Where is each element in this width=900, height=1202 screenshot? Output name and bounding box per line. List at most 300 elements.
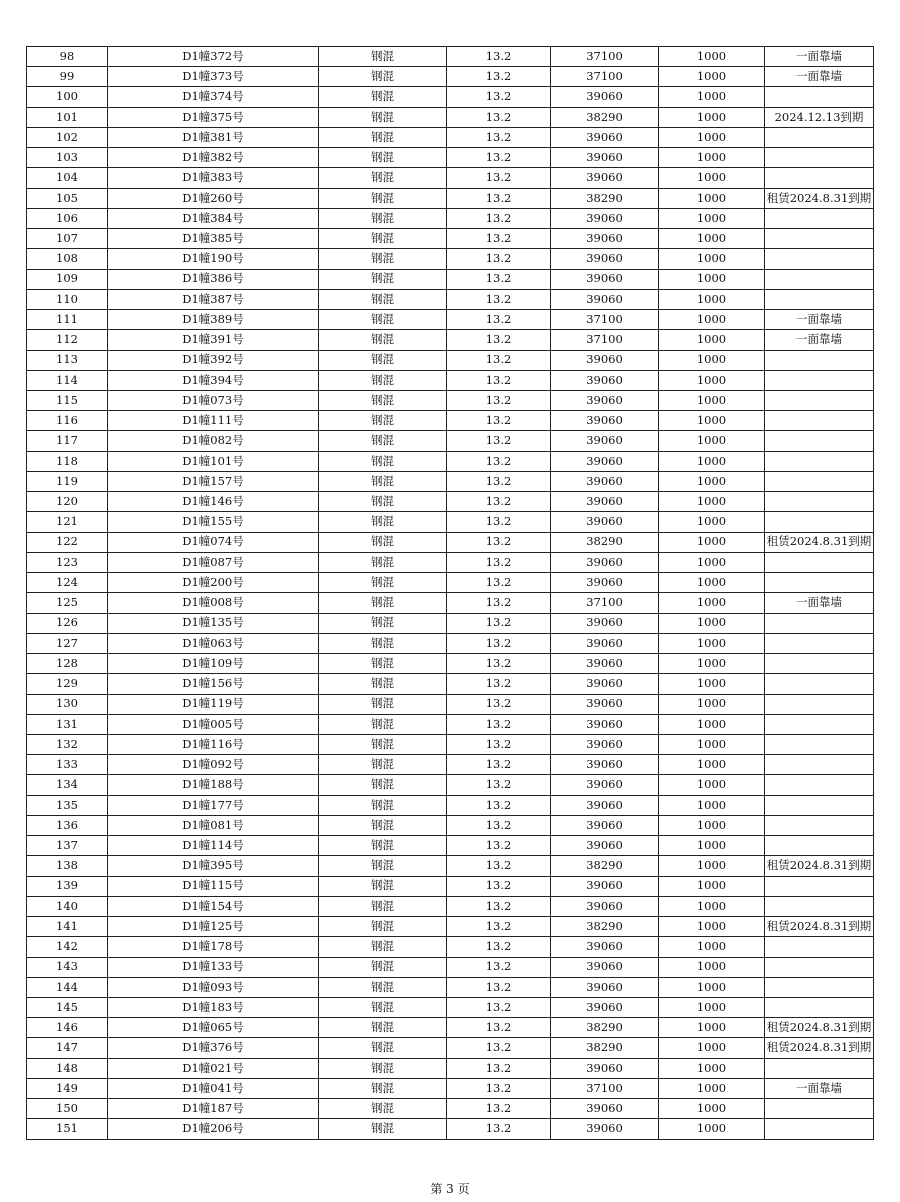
table-row [27, 1119, 874, 1139]
table-cell-area: 13.2 [447, 775, 551, 795]
table-cell-price: 39060 [551, 1119, 659, 1139]
table-row [27, 1018, 874, 1038]
table-cell-area: 13.2 [447, 350, 551, 370]
table-cell-seq: 103 [27, 148, 108, 168]
table-cell-note [765, 613, 874, 633]
table-cell-deposit: 1000 [659, 593, 765, 613]
table-cell-price: 38290 [551, 917, 659, 937]
table-cell-seq: 140 [27, 896, 108, 916]
table-cell-price: 38290 [551, 107, 659, 127]
table-cell-seq: 124 [27, 573, 108, 593]
table-cell-area: 13.2 [447, 1119, 551, 1139]
table-cell-deposit: 1000 [659, 836, 765, 856]
table-row [27, 532, 874, 552]
table-cell-area: 13.2 [447, 168, 551, 188]
table-cell-structure: 钢混 [319, 229, 447, 249]
table-cell-deposit: 1000 [659, 654, 765, 674]
table-cell-structure: 钢混 [319, 552, 447, 572]
table-cell-seq: 102 [27, 127, 108, 147]
table-cell-unit: D1幢391号 [108, 330, 319, 350]
table-row [27, 654, 874, 674]
table-cell-structure: 钢混 [319, 815, 447, 835]
table-cell-structure: 钢混 [319, 512, 447, 532]
table-cell-seq: 128 [27, 654, 108, 674]
table-cell-deposit: 1000 [659, 370, 765, 390]
table-row [27, 917, 874, 937]
table-cell-structure: 钢混 [319, 795, 447, 815]
table-cell-unit: D1幢133号 [108, 957, 319, 977]
table-cell-deposit: 1000 [659, 633, 765, 653]
table-cell-area: 13.2 [447, 856, 551, 876]
table-row [27, 876, 874, 896]
table-cell-note: 租赁2024.8.31到期 [765, 917, 874, 937]
table-cell-price: 38290 [551, 532, 659, 552]
table-cell-seq: 125 [27, 593, 108, 613]
table-cell-deposit: 1000 [659, 532, 765, 552]
table-cell-note [765, 937, 874, 957]
table-cell-unit: D1幢375号 [108, 107, 319, 127]
table-cell-seq: 135 [27, 795, 108, 815]
table-cell-deposit: 1000 [659, 127, 765, 147]
table-cell-price: 39060 [551, 937, 659, 957]
table-row [27, 127, 874, 147]
table-cell-unit: D1幢082号 [108, 431, 319, 451]
table-cell-deposit: 1000 [659, 896, 765, 916]
table-cell-structure: 钢混 [319, 350, 447, 370]
table-cell-area: 13.2 [447, 148, 551, 168]
table-cell-area: 13.2 [447, 249, 551, 269]
table-cell-note [765, 815, 874, 835]
table-cell-structure: 钢混 [319, 957, 447, 977]
table-row [27, 552, 874, 572]
table-row [27, 47, 874, 67]
table-cell-structure: 钢混 [319, 654, 447, 674]
table-cell-price: 39060 [551, 998, 659, 1018]
table-cell-price: 39060 [551, 552, 659, 572]
table-row [27, 714, 874, 734]
table-cell-seq: 137 [27, 836, 108, 856]
table-cell-seq: 116 [27, 411, 108, 431]
table-cell-area: 13.2 [447, 694, 551, 714]
table-cell-deposit: 1000 [659, 1078, 765, 1098]
table-cell-note [765, 694, 874, 714]
table-cell-price: 39060 [551, 269, 659, 289]
table-cell-area: 13.2 [447, 593, 551, 613]
table-cell-deposit: 1000 [659, 148, 765, 168]
table-row [27, 573, 874, 593]
table-row [27, 492, 874, 512]
table-cell-deposit: 1000 [659, 87, 765, 107]
table-cell-deposit: 1000 [659, 249, 765, 269]
table-cell-seq: 151 [27, 1119, 108, 1139]
table-cell-structure: 钢混 [319, 208, 447, 228]
table-row [27, 87, 874, 107]
table-cell-deposit: 1000 [659, 998, 765, 1018]
table-cell-note [765, 431, 874, 451]
table-cell-deposit: 1000 [659, 573, 765, 593]
table-cell-note [765, 350, 874, 370]
table-cell-unit: D1幢115号 [108, 876, 319, 896]
table-cell-deposit: 1000 [659, 47, 765, 67]
table-cell-price: 39060 [551, 836, 659, 856]
table-cell-structure: 钢混 [319, 310, 447, 330]
table-row [27, 755, 874, 775]
table-cell-seq: 139 [27, 876, 108, 896]
table-cell-structure: 钢混 [319, 1099, 447, 1119]
table-cell-area: 13.2 [447, 613, 551, 633]
table-cell-price: 39060 [551, 573, 659, 593]
table-cell-price: 39060 [551, 208, 659, 228]
table-cell-seq: 121 [27, 512, 108, 532]
table-cell-area: 13.2 [447, 532, 551, 552]
table-cell-area: 13.2 [447, 512, 551, 532]
table-row [27, 674, 874, 694]
table-cell-area: 13.2 [447, 734, 551, 754]
table-cell-seq: 115 [27, 390, 108, 410]
table-cell-structure: 钢混 [319, 127, 447, 147]
table-cell-deposit: 1000 [659, 917, 765, 937]
table-cell-structure: 钢混 [319, 674, 447, 694]
table-cell-note: 租赁2024.8.31到期 [765, 856, 874, 876]
table-cell-unit: D1幢177号 [108, 795, 319, 815]
table-cell-structure: 钢混 [319, 917, 447, 937]
table-row [27, 775, 874, 795]
table-cell-seq: 131 [27, 714, 108, 734]
table-cell-unit: D1幢381号 [108, 127, 319, 147]
table-cell-unit: D1幢092号 [108, 755, 319, 775]
table-cell-price: 39060 [551, 471, 659, 491]
table-row [27, 937, 874, 957]
table-cell-note [765, 390, 874, 410]
table-cell-note: 一面靠墙 [765, 593, 874, 613]
table-row [27, 107, 874, 127]
table-cell-seq: 138 [27, 856, 108, 876]
table-cell-unit: D1幢008号 [108, 593, 319, 613]
table-cell-price: 39060 [551, 289, 659, 309]
table-cell-unit: D1幢155号 [108, 512, 319, 532]
table-row [27, 512, 874, 532]
table-cell-area: 13.2 [447, 289, 551, 309]
table-cell-unit: D1幢074号 [108, 532, 319, 552]
table-cell-unit: D1幢157号 [108, 471, 319, 491]
table-cell-seq: 148 [27, 1058, 108, 1078]
table-cell-deposit: 1000 [659, 694, 765, 714]
table-cell-deposit: 1000 [659, 67, 765, 87]
table-cell-structure: 钢混 [319, 755, 447, 775]
table-cell-area: 13.2 [447, 1018, 551, 1038]
table-cell-deposit: 1000 [659, 289, 765, 309]
table-cell-price: 39060 [551, 694, 659, 714]
table-cell-seq: 149 [27, 1078, 108, 1098]
table-cell-area: 13.2 [447, 896, 551, 916]
table-cell-structure: 钢混 [319, 249, 447, 269]
table-cell-structure: 钢混 [319, 330, 447, 350]
table-cell-seq: 112 [27, 330, 108, 350]
table-cell-note [765, 471, 874, 491]
table-row [27, 249, 874, 269]
table-cell-area: 13.2 [447, 471, 551, 491]
table-cell-seq: 119 [27, 471, 108, 491]
table-cell-seq: 101 [27, 107, 108, 127]
table-cell-unit: D1幢111号 [108, 411, 319, 431]
table-cell-note [765, 492, 874, 512]
table-cell-structure: 钢混 [319, 856, 447, 876]
table-cell-unit: D1幢178号 [108, 937, 319, 957]
table-cell-area: 13.2 [447, 492, 551, 512]
table-cell-deposit: 1000 [659, 795, 765, 815]
table-cell-structure: 钢混 [319, 734, 447, 754]
table-cell-structure: 钢混 [319, 107, 447, 127]
table-row [27, 957, 874, 977]
table-cell-unit: D1幢093号 [108, 977, 319, 997]
table-cell-structure: 钢混 [319, 998, 447, 1018]
table-body [27, 47, 874, 1140]
table-cell-seq: 120 [27, 492, 108, 512]
table-cell-area: 13.2 [447, 674, 551, 694]
table-row [27, 431, 874, 451]
table-cell-seq: 142 [27, 937, 108, 957]
table-cell-seq: 136 [27, 815, 108, 835]
table-row [27, 471, 874, 491]
table-cell-deposit: 1000 [659, 1038, 765, 1058]
table-cell-seq: 100 [27, 87, 108, 107]
table-cell-note: 租赁2024.8.31到期 [765, 188, 874, 208]
table-cell-seq: 117 [27, 431, 108, 451]
table-cell-structure: 钢混 [319, 896, 447, 916]
table-row [27, 370, 874, 390]
table-cell-note [765, 977, 874, 997]
table-cell-deposit: 1000 [659, 775, 765, 795]
table-cell-price: 37100 [551, 330, 659, 350]
table-cell-unit: D1幢374号 [108, 87, 319, 107]
table-cell-deposit: 1000 [659, 755, 765, 775]
table-cell-price: 39060 [551, 350, 659, 370]
table-cell-price: 39060 [551, 249, 659, 269]
table-cell-area: 13.2 [447, 917, 551, 937]
table-cell-deposit: 1000 [659, 107, 765, 127]
table-cell-price: 39060 [551, 492, 659, 512]
table-cell-area: 13.2 [447, 1099, 551, 1119]
table-cell-note [765, 552, 874, 572]
table-cell-seq: 113 [27, 350, 108, 370]
listing-table [26, 46, 874, 1140]
table-cell-price: 38290 [551, 188, 659, 208]
table-cell-seq: 114 [27, 370, 108, 390]
table-cell-price: 39060 [551, 411, 659, 431]
table-cell-note [765, 411, 874, 431]
table-cell-structure: 钢混 [319, 573, 447, 593]
table-cell-price: 39060 [551, 168, 659, 188]
table-cell-deposit: 1000 [659, 512, 765, 532]
table-row [27, 896, 874, 916]
table-cell-structure: 钢混 [319, 188, 447, 208]
table-cell-structure: 钢混 [319, 87, 447, 107]
table-cell-seq: 99 [27, 67, 108, 87]
table-cell-area: 13.2 [447, 229, 551, 249]
table-cell-structure: 钢混 [319, 67, 447, 87]
table-cell-structure: 钢混 [319, 633, 447, 653]
table-cell-price: 39060 [551, 977, 659, 997]
table-cell-area: 13.2 [447, 795, 551, 815]
table-cell-price: 39060 [551, 613, 659, 633]
table-cell-unit: D1幢065号 [108, 1018, 319, 1038]
table-cell-price: 39060 [551, 815, 659, 835]
table-cell-unit: D1幢383号 [108, 168, 319, 188]
table-cell-note [765, 957, 874, 977]
table-cell-seq: 122 [27, 532, 108, 552]
table-cell-note [765, 148, 874, 168]
table-cell-structure: 钢混 [319, 289, 447, 309]
table-cell-structure: 钢混 [319, 937, 447, 957]
table-cell-seq: 146 [27, 1018, 108, 1038]
table-cell-structure: 钢混 [319, 1058, 447, 1078]
table-cell-area: 13.2 [447, 330, 551, 350]
table-cell-price: 37100 [551, 310, 659, 330]
table-cell-unit: D1幢114号 [108, 836, 319, 856]
table-cell-note [765, 775, 874, 795]
table-cell-area: 13.2 [447, 755, 551, 775]
table-cell-seq: 104 [27, 168, 108, 188]
table-cell-note: 一面靠墙 [765, 47, 874, 67]
table-row [27, 1078, 874, 1098]
table-cell-seq: 130 [27, 694, 108, 714]
table-cell-structure: 钢混 [319, 451, 447, 471]
table-cell-unit: D1幢081号 [108, 815, 319, 835]
table-row [27, 208, 874, 228]
table-cell-area: 13.2 [447, 937, 551, 957]
table-cell-deposit: 1000 [659, 815, 765, 835]
table-cell-note [765, 876, 874, 896]
table-row [27, 330, 874, 350]
table-cell-deposit: 1000 [659, 330, 765, 350]
table-cell-area: 13.2 [447, 431, 551, 451]
table-cell-note [765, 168, 874, 188]
table-cell-price: 39060 [551, 451, 659, 471]
table-cell-unit: D1幢101号 [108, 451, 319, 471]
table-cell-price: 39060 [551, 431, 659, 451]
table-cell-price: 39060 [551, 674, 659, 694]
table-cell-seq: 129 [27, 674, 108, 694]
table-cell-price: 39060 [551, 1058, 659, 1078]
table-cell-seq: 126 [27, 613, 108, 633]
table-cell-area: 13.2 [447, 269, 551, 289]
table-cell-unit: D1幢395号 [108, 856, 319, 876]
table-cell-unit: D1幢188号 [108, 775, 319, 795]
table-cell-price: 39060 [551, 633, 659, 653]
table-cell-deposit: 1000 [659, 229, 765, 249]
table-row [27, 977, 874, 997]
table-cell-area: 13.2 [447, 836, 551, 856]
table-row [27, 310, 874, 330]
table-row [27, 451, 874, 471]
table-cell-seq: 143 [27, 957, 108, 977]
table-cell-note [765, 998, 874, 1018]
table-cell-deposit: 1000 [659, 734, 765, 754]
table-cell-area: 13.2 [447, 1038, 551, 1058]
table-cell-note [765, 1119, 874, 1139]
table-cell-price: 38290 [551, 856, 659, 876]
table-row [27, 1038, 874, 1058]
table-cell-unit: D1幢087号 [108, 552, 319, 572]
table-cell-structure: 钢混 [319, 694, 447, 714]
table-cell-seq: 118 [27, 451, 108, 471]
table-cell-structure: 钢混 [319, 1078, 447, 1098]
table-cell-structure: 钢混 [319, 876, 447, 896]
table-cell-unit: D1幢005号 [108, 714, 319, 734]
table-cell-area: 13.2 [447, 370, 551, 390]
table-cell-area: 13.2 [447, 815, 551, 835]
table-cell-price: 37100 [551, 593, 659, 613]
table-cell-area: 13.2 [447, 714, 551, 734]
table-cell-deposit: 1000 [659, 674, 765, 694]
table-cell-structure: 钢混 [319, 370, 447, 390]
table-cell-unit: D1幢187号 [108, 1099, 319, 1119]
table-row [27, 411, 874, 431]
table-cell-structure: 钢混 [319, 836, 447, 856]
table-cell-unit: D1幢063号 [108, 633, 319, 653]
table-cell-deposit: 1000 [659, 714, 765, 734]
table-cell-area: 13.2 [447, 47, 551, 67]
table-row [27, 188, 874, 208]
table-cell-structure: 钢混 [319, 977, 447, 997]
table-cell-unit: D1幢389号 [108, 310, 319, 330]
table-cell-note [765, 1099, 874, 1119]
table-cell-unit: D1幢385号 [108, 229, 319, 249]
table-cell-unit: D1幢392号 [108, 350, 319, 370]
table-cell-note: 租赁2024.8.31到期 [765, 1018, 874, 1038]
table-cell-deposit: 1000 [659, 208, 765, 228]
table-cell-structure: 钢混 [319, 1018, 447, 1038]
table-row [27, 694, 874, 714]
table-cell-price: 38290 [551, 1018, 659, 1038]
table-cell-unit: D1幢073号 [108, 390, 319, 410]
table-cell-note [765, 633, 874, 653]
table-cell-price: 39060 [551, 714, 659, 734]
table-cell-seq: 109 [27, 269, 108, 289]
table-cell-price: 39060 [551, 87, 659, 107]
table-cell-deposit: 1000 [659, 492, 765, 512]
table-cell-structure: 钢混 [319, 613, 447, 633]
table-cell-seq: 141 [27, 917, 108, 937]
table-cell-seq: 106 [27, 208, 108, 228]
table-cell-note [765, 269, 874, 289]
table-cell-seq: 98 [27, 47, 108, 67]
table-cell-seq: 132 [27, 734, 108, 754]
table-cell-price: 39060 [551, 229, 659, 249]
table-cell-area: 13.2 [447, 977, 551, 997]
table-cell-note [765, 896, 874, 916]
table-row [27, 229, 874, 249]
table-cell-note [765, 734, 874, 754]
table-cell-seq: 127 [27, 633, 108, 653]
table-row [27, 350, 874, 370]
table-cell-price: 37100 [551, 1078, 659, 1098]
table-row [27, 1099, 874, 1119]
table-cell-seq: 107 [27, 229, 108, 249]
table-cell-unit: D1幢190号 [108, 249, 319, 269]
table-row [27, 168, 874, 188]
table-cell-note [765, 795, 874, 815]
table-cell-structure: 钢混 [319, 593, 447, 613]
table-cell-seq: 147 [27, 1038, 108, 1058]
table-cell-unit: D1幢386号 [108, 269, 319, 289]
table-cell-note [765, 654, 874, 674]
table-cell-unit: D1幢021号 [108, 1058, 319, 1078]
table-cell-note [765, 229, 874, 249]
table-cell-deposit: 1000 [659, 269, 765, 289]
table-cell-price: 39060 [551, 1099, 659, 1119]
table-cell-deposit: 1000 [659, 552, 765, 572]
